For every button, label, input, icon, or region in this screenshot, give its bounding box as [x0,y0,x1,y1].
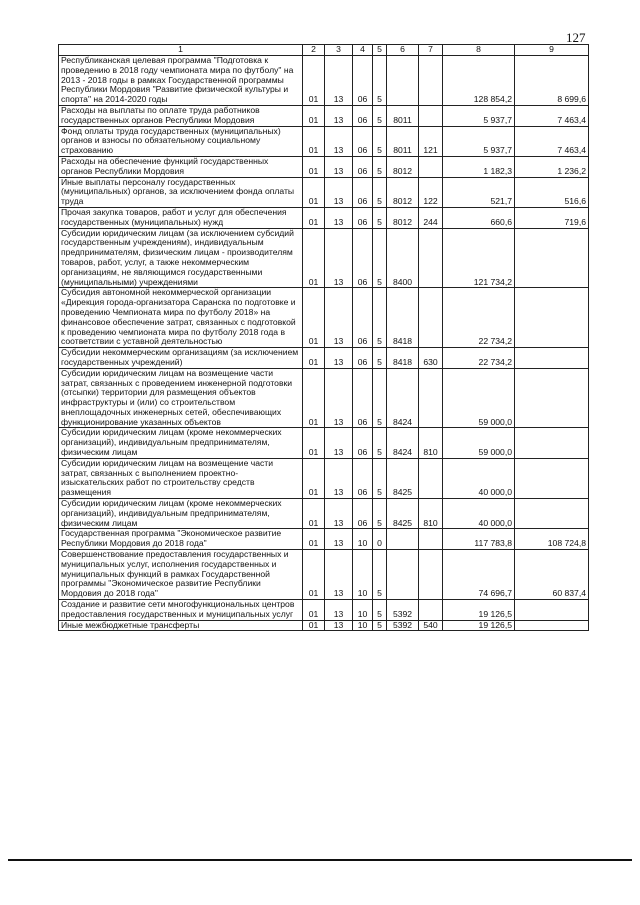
item-name: Субсидия автономной некоммерческой организации «Дирекция города-организатора Саранска по подготовке и проведению Чемпионата мира по футболу 2018» на финансовое обеспечение затрат, связанных с подготовкой к проведению чемпионата мира по футболу 2018 года в соответствии с уставной деятельностью [59,288,303,348]
expense-type-code: 122 [419,177,443,207]
amount-2018 [515,600,589,621]
amount-2017: 660,6 [443,207,515,228]
amount-2018: 719,6 [515,207,589,228]
program-code: 06 [353,288,373,348]
subsection-code: 13 [325,529,353,550]
subprogram-code: 5 [373,428,387,458]
item-name: Субсидии юридическим лицам (кроме некоммерческих организаций), индивидуальным предпринимателям, физическим лицам [59,499,303,529]
expense-type-code: 810 [419,499,443,529]
col-header: 4 [353,45,373,56]
subsection-code: 13 [325,207,353,228]
table-row [59,499,589,529]
section-code: 01 [303,56,325,106]
amount-2018: 7 463,4 [515,105,589,126]
section-code: 01 [303,156,325,177]
col-header: 5 [373,45,387,56]
col-header: 1 [59,45,303,56]
subprogram-code: 5 [373,228,387,288]
item-name: Прочая закупка товаров, работ и услуг для обеспечения государственных (муниципальных) нужд [59,207,303,228]
expense-type-code [419,56,443,106]
program-code: 06 [353,105,373,126]
amount-2018: 1 236,2 [515,156,589,177]
item-name: Республиканская целевая программа "Подготовка к проведению в 2018 году чемпионата мира по футболу" на 2013 - 2018 годы в рамках Государственной программы Республики Мордовия "Развитие физической культуры и спорта" на 2014-2020 годы [59,56,303,106]
section-code: 01 [303,458,325,498]
subprogram-code: 5 [373,348,387,369]
target-code: 8425 [387,458,419,498]
col-header: 8 [443,45,515,56]
subprogram-code: 5 [373,550,387,600]
table-row [59,228,589,288]
amount-2017: 1 182,3 [443,156,515,177]
program-code: 10 [353,550,373,600]
table-row [59,428,589,458]
subprogram-code: 0 [373,529,387,550]
subprogram-code: 5 [373,499,387,529]
expense-type-code [419,550,443,600]
amount-2018 [515,228,589,288]
section-code: 01 [303,600,325,621]
subsection-code: 13 [325,228,353,288]
col-header: 2 [303,45,325,56]
subsection-code: 13 [325,368,353,428]
program-code: 06 [353,228,373,288]
expense-type-code [419,156,443,177]
section-code: 01 [303,499,325,529]
section-code: 01 [303,228,325,288]
amount-2018 [515,620,589,631]
amount-2017: 40 000,0 [443,499,515,529]
item-name: Иные выплаты персоналу государственных (муниципальных) органов, за исключением фонда оплаты труда [59,177,303,207]
budget-table [58,44,589,631]
table-row [59,348,589,369]
amount-2017: 59 000,0 [443,428,515,458]
subsection-code: 13 [325,499,353,529]
page-number: 127 [566,30,586,45]
target-code [387,56,419,106]
target-code: 8424 [387,428,419,458]
amount-2017: 22 734,2 [443,288,515,348]
expense-type-code [419,228,443,288]
subsection-code: 13 [325,177,353,207]
item-name: Расходы на обеспечение функций государственных органов Республики Мордовия [59,156,303,177]
expense-type-code [419,600,443,621]
col-header: 7 [419,45,443,56]
program-code: 06 [353,428,373,458]
target-code [387,529,419,550]
subsection-code: 13 [325,600,353,621]
section-code: 01 [303,207,325,228]
program-code: 06 [353,156,373,177]
subsection-code: 13 [325,126,353,156]
col-header: 9 [515,45,589,56]
table-row [59,620,589,631]
table-row [59,105,589,126]
subprogram-code: 5 [373,458,387,498]
target-code: 5392 [387,620,419,631]
expense-type-code [419,529,443,550]
target-code: 8011 [387,105,419,126]
section-code: 01 [303,105,325,126]
amount-2018 [515,348,589,369]
program-code: 06 [353,126,373,156]
target-code: 8425 [387,499,419,529]
amount-2017: 19 126,5 [443,600,515,621]
table-row [59,529,589,550]
program-code: 10 [353,600,373,621]
section-code: 01 [303,529,325,550]
expense-type-code [419,288,443,348]
program-code: 06 [353,348,373,369]
table-row [59,458,589,498]
expense-type-code [419,368,443,428]
amount-2017: 19 126,5 [443,620,515,631]
subprogram-code: 5 [373,620,387,631]
program-code: 06 [353,499,373,529]
subsection-code: 13 [325,550,353,600]
target-code: 8400 [387,228,419,288]
col-header: 3 [325,45,353,56]
expense-type-code: 630 [419,348,443,369]
program-code: 10 [353,620,373,631]
amount-2017: 59 000,0 [443,368,515,428]
amount-2018 [515,368,589,428]
subsection-code: 13 [325,56,353,106]
target-code: 8012 [387,177,419,207]
subsection-code: 13 [325,156,353,177]
bottom-rule [8,859,632,861]
amount-2017: 521,7 [443,177,515,207]
amount-2018 [515,458,589,498]
amount-2017: 74 696,7 [443,550,515,600]
expense-type-code: 540 [419,620,443,631]
section-code: 01 [303,620,325,631]
expense-type-code [419,458,443,498]
subprogram-code: 5 [373,156,387,177]
subprogram-code: 5 [373,368,387,428]
section-code: 01 [303,368,325,428]
amount-2018: 7 463,4 [515,126,589,156]
amount-2018: 108 724,8 [515,529,589,550]
amount-2017: 117 783,8 [443,529,515,550]
subsection-code: 13 [325,428,353,458]
target-code [387,550,419,600]
program-code: 06 [353,56,373,106]
subprogram-code: 5 [373,56,387,106]
item-name: Субсидии юридическим лицам (кроме некоммерческих организаций), индивидуальным предпринимателям, физическим лицам [59,428,303,458]
table-row [59,56,589,106]
target-code: 8418 [387,288,419,348]
subprogram-code: 5 [373,207,387,228]
amount-2017: 22 734,2 [443,348,515,369]
subprogram-code: 5 [373,600,387,621]
table-row [59,368,589,428]
amount-2018: 516,6 [515,177,589,207]
subsection-code: 13 [325,348,353,369]
subprogram-code: 5 [373,105,387,126]
program-code: 10 [353,529,373,550]
expense-type-code: 244 [419,207,443,228]
expense-type-code: 121 [419,126,443,156]
subsection-code: 13 [325,288,353,348]
amount-2018 [515,428,589,458]
table-row [59,288,589,348]
section-code: 01 [303,550,325,600]
header-row [59,45,589,56]
target-code: 8012 [387,156,419,177]
subprogram-code: 5 [373,177,387,207]
amount-2017: 5 937,7 [443,126,515,156]
program-code: 06 [353,458,373,498]
item-name: Субсидии некоммерческим организациям (за исключением государственных учреждений) [59,348,303,369]
item-name: Субсидии юридическим лицам (за исключением субсидий государственным учреждениям), индивидуальным предпринимателям, физическим лицам - производителям товаров, работ, услуг, а также некоммерческим организациям, не являющимся государственными (муниципальными) учреждениями [59,228,303,288]
section-code: 01 [303,288,325,348]
item-name: Иные межбюджетные трансферты [59,620,303,631]
section-code: 01 [303,428,325,458]
amount-2018 [515,499,589,529]
target-code: 8418 [387,348,419,369]
table-row [59,207,589,228]
section-code: 01 [303,126,325,156]
col-header: 6 [387,45,419,56]
table-row [59,600,589,621]
expense-type-code [419,105,443,126]
program-code: 06 [353,177,373,207]
target-code: 8012 [387,207,419,228]
amount-2017: 128 854,2 [443,56,515,106]
item-name: Создание и развитие сети многофункциональных центров предоставления государственных и муниципальных услуг [59,600,303,621]
amount-2017: 121 734,2 [443,228,515,288]
amount-2017: 40 000,0 [443,458,515,498]
item-name: Субсидии юридическим лицам на возмещение части затрат, связанных с выполнением проектно-изыскательских работ по строительству средств размещения [59,458,303,498]
target-code: 5392 [387,600,419,621]
expense-type-code: 810 [419,428,443,458]
program-code: 06 [353,207,373,228]
subsection-code: 13 [325,105,353,126]
subprogram-code: 5 [373,126,387,156]
subprogram-code: 5 [373,288,387,348]
table-row [59,156,589,177]
section-code: 01 [303,348,325,369]
amount-2018: 60 837,4 [515,550,589,600]
table-row [59,126,589,156]
subsection-code: 13 [325,458,353,498]
item-name: Фонд оплаты труда государственных (муниципальных) органов и взносы по обязательному социальному страхованию [59,126,303,156]
item-name: Субсидии юридическим лицам на возмещение части затрат, связанных с проведением инженерной подготовки (отсыпки) территории для размещения объектов инфраструктуры и (или) со строительством внеплощадочных инженерных сетей, обеспечивающих функционирование указанных объектов [59,368,303,428]
subsection-code: 13 [325,620,353,631]
program-code: 06 [353,368,373,428]
target-code: 8424 [387,368,419,428]
amount-2018 [515,288,589,348]
table-row [59,177,589,207]
amount-2017: 5 937,7 [443,105,515,126]
item-name: Государственная программа "Экономическое развитие Республики Мордовия до 2018 года" [59,529,303,550]
item-name: Совершенствование предоставления государственных и муниципальных услуг, исполнения государственных и муниципальных функций в рамках Государственной программы "Экономическое развитие Республики Мордовия до 2018 года" [59,550,303,600]
target-code: 8011 [387,126,419,156]
amount-2018: 8 699,6 [515,56,589,106]
section-code: 01 [303,177,325,207]
table-row [59,550,589,600]
item-name: Расходы на выплаты по оплате труда работников государственных органов Республики Мордовия [59,105,303,126]
